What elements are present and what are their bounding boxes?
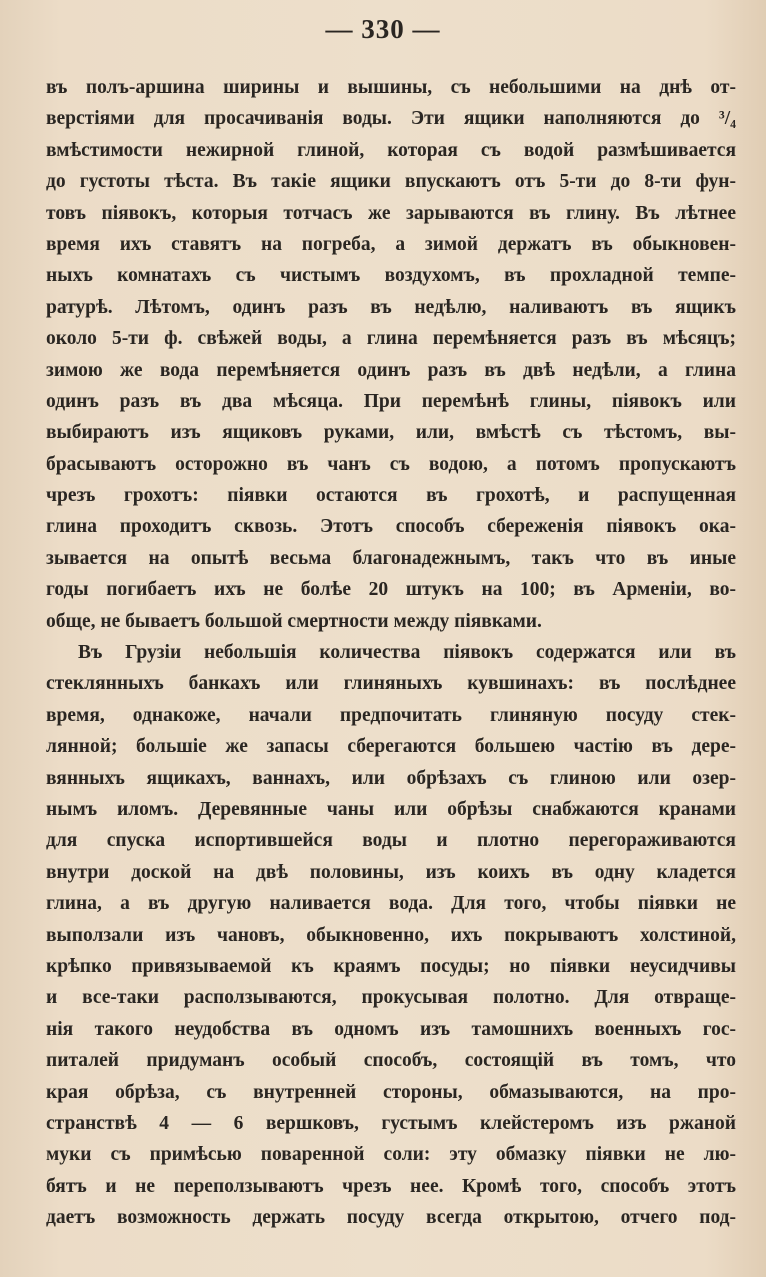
text-line: ныхъ комнатахъ съ чистымъ воздухомъ, въ прохладной темпе-: [46, 265, 736, 287]
text-line: вмѣстимости нежирной глиной, которая съ водой размѣшивается: [46, 139, 736, 161]
text-line: товъ піявокъ, которыя тотчасъ же зарываются въ глину. Въ лѣтнее: [46, 202, 736, 224]
text-line: брасываютъ осторожно въ чанъ съ водою, а потомъ пропускаютъ: [46, 453, 736, 475]
text-line: выбираютъ изъ ящиковъ руками, или, вмѣстѣ съ тѣстомъ, вы-: [46, 422, 736, 444]
text-line: даетъ возможность держать посуду всегда открытою, отчего под-: [46, 1207, 736, 1229]
text-line: обще, не бываетъ большой смертности между піявками.: [46, 610, 542, 632]
text-line: зимою же вода перемѣняется одинъ разъ въ двѣ недѣли, а глина: [46, 359, 736, 381]
text-line: зывается на опытѣ весьма благонадежнымъ, такъ что въ иные: [46, 547, 736, 569]
text-line: питалей придуманъ особый способъ, состоящій въ томъ, что: [46, 1050, 736, 1072]
text-line: ратурѣ. Лѣтомъ, одинъ разъ въ недѣлю, наливаютъ въ ящикъ: [46, 296, 736, 318]
text-line: муки съ примѣсью поваренной соли: эту обмазку піявки не лю-: [46, 1144, 736, 1166]
text-line: странствѣ 4 — 6 вершковъ, густымъ клейстеромъ изъ ржаной: [46, 1112, 736, 1134]
text-line: одинъ разъ въ два мѣсяца. При перемѣнѣ глины, піявокъ или: [46, 390, 736, 412]
text-line: время ихъ ставятъ на погреба, а зимой держатъ въ обыкновен-: [46, 233, 736, 255]
text-line: до густоты тѣста. Въ такіе ящики впускаютъ отъ 5-ти до 8-ти фун-: [46, 171, 736, 193]
text-line: въ полъ-аршина ширины и вышины, съ небольшими на днѣ от-: [46, 77, 736, 98]
text-line: вянныхъ ящикахъ, ваннахъ, или обрѣзахъ съ глиною или озер-: [46, 767, 736, 789]
text-line: внутри доской на двѣ половины, изъ коихъ въ одну кладется: [46, 861, 736, 883]
text-line: чрезъ грохотъ: піявки остаются въ грохотѣ, и распущенная: [46, 485, 736, 507]
text-line: и все-таки расползываются, прокусывая полотно. Для отвраще-: [46, 987, 736, 1009]
text-line: глина проходитъ сквозь. Этотъ способъ сбереженія піявокъ ока-: [46, 516, 736, 538]
text-line: для спуска испортившейся воды и плотно перегораживаются: [46, 830, 736, 852]
text-line: бятъ и не переползываютъ чрезъ нее. Кромѣ того, способъ этотъ: [46, 1175, 736, 1197]
text-line: нымъ иломъ. Деревянные чаны или обрѣзы снабжаются кранами: [46, 798, 736, 820]
text-line: лянной; большіе же запасы сберегаются большею частію въ дере-: [46, 736, 736, 758]
text-line: около 5-ти ф. свѣжей воды, а глина перемѣняется разъ въ мѣсяцъ;: [46, 328, 736, 350]
text-line: края обрѣза, съ внутренней стороны, обмазываются, на про-: [46, 1081, 736, 1103]
text-line: крѣпко привязываемой къ краямъ посуды; но піявки неусидчивы: [46, 955, 736, 977]
page-number: — 330 —: [325, 14, 441, 44]
text-line: время, однакоже, начали предпочитать глиняную посуду стек-: [46, 704, 736, 726]
body-text: [46, 72, 736, 1233]
text-line: нія такого неудобства въ одномъ изъ тамошнихъ военныхъ гос-: [46, 1018, 736, 1040]
paragraph-start-line: Въ Грузіи небольшія количества піявокъ содержатся или въ: [78, 642, 736, 664]
text-line: годы погибаетъ ихъ не болѣе 20 штукъ на 100; въ Арменіи, во-: [46, 579, 736, 601]
text-line: верстіями для просачиванія воды. Эти ящики наполняются до ³/₄: [46, 108, 736, 130]
text-line: выползали изъ чановъ, обыкновенно, ихъ покрываютъ холстиной,: [46, 924, 736, 946]
text-line: глина, а въ другую наливается вода. Для того, чтобы піявки не: [46, 893, 736, 915]
text-line: стеклянныхъ банкахъ или глиняныхъ кувшинахъ: въ послѣднее: [46, 673, 736, 695]
